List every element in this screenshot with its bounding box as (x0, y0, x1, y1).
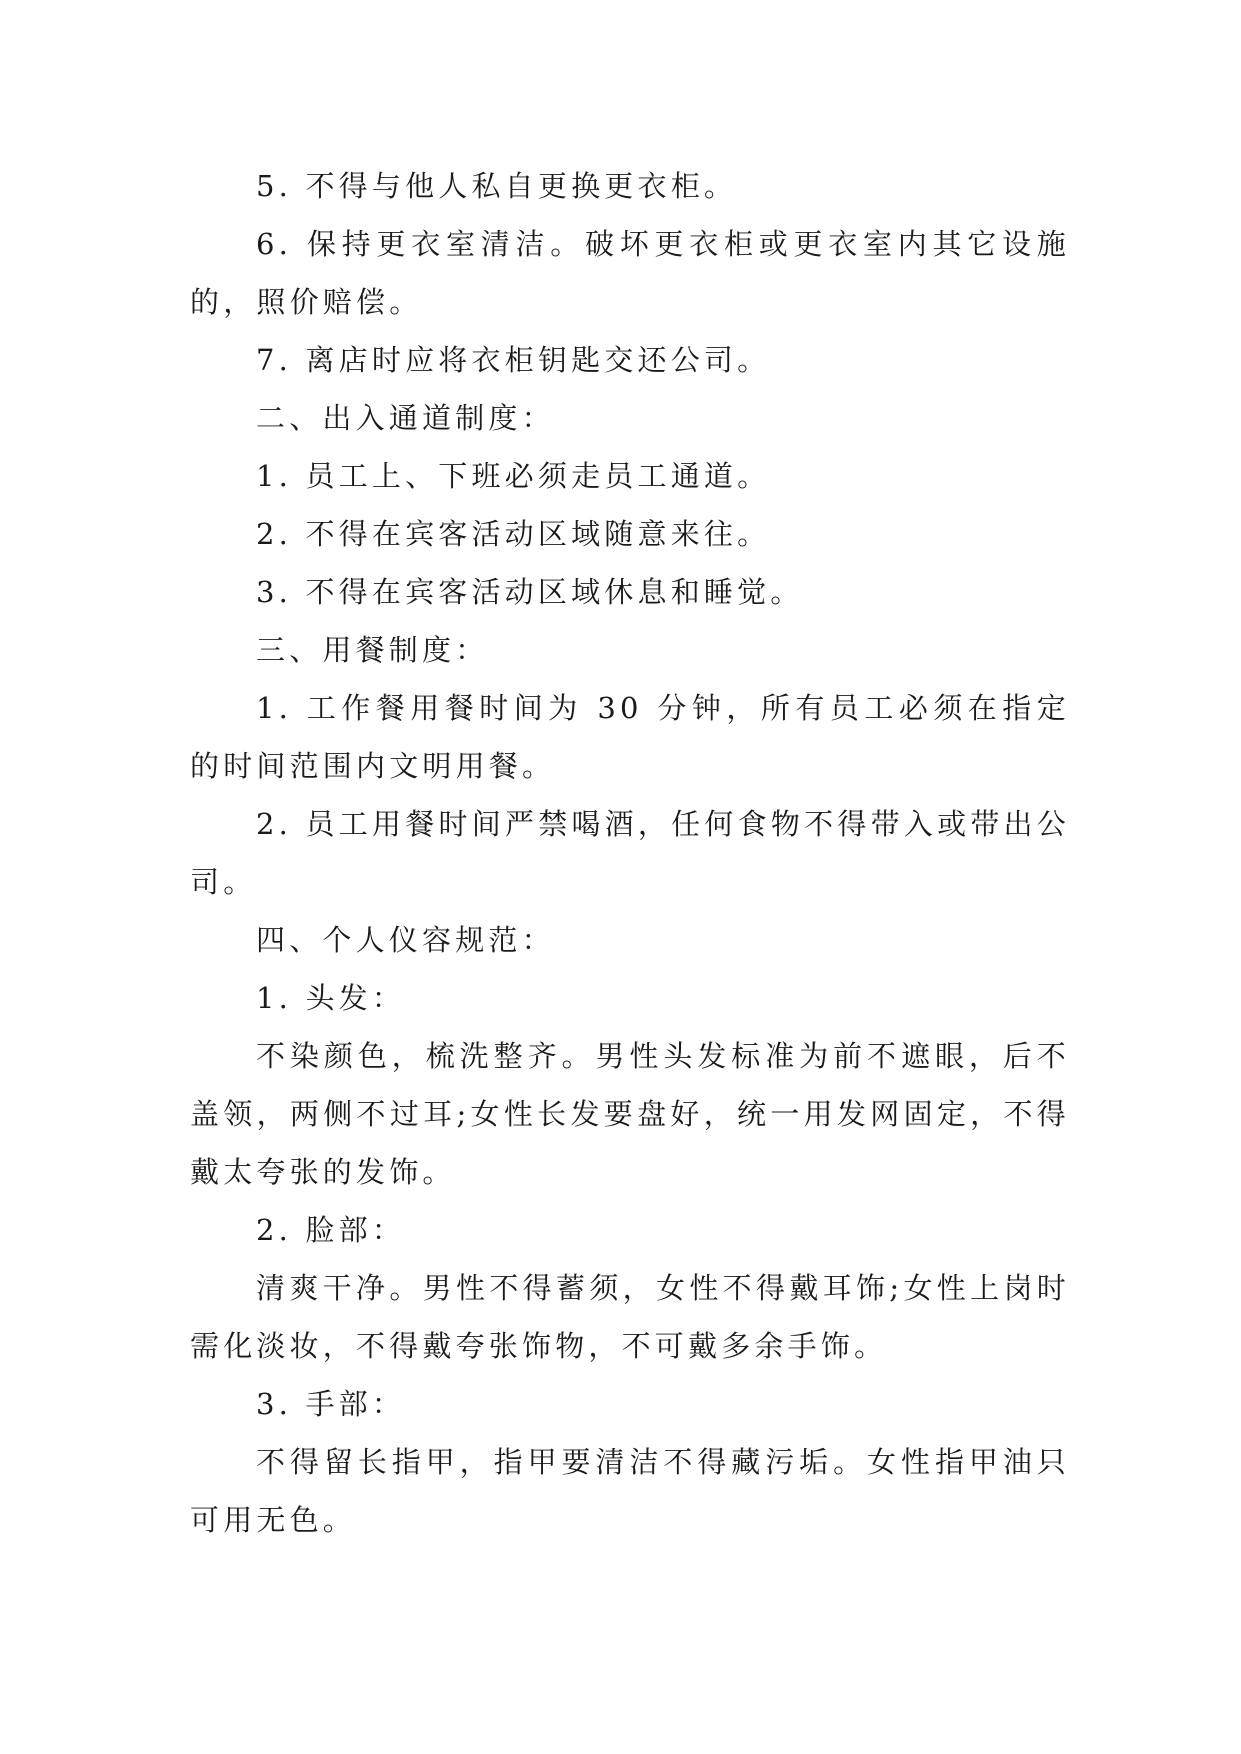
paragraph-passage-2: 2. 不得在宾客活动区域随意来往。 (256, 517, 771, 551)
paragraph-dining-2: 2. 员工用餐时间严禁喝酒，任何食物不得带入或带出公司。 (190, 807, 1070, 899)
paragraph-hands: 不得留长指甲，指甲要清洁不得藏污垢。女性指甲油只可用无色。 (190, 1445, 1070, 1537)
paragraph-locker-5: 5. 不得与他人私自更换更衣柜。 (256, 169, 738, 203)
section-heading-passage: 二、出入通道制度： (256, 401, 555, 435)
subheading-face: 2. 脸部： (256, 1213, 406, 1247)
paragraph-locker-6: 6. 保持更衣室清洁。破坏更衣柜或更衣室内其它设施的，照价赔偿。 (190, 227, 1070, 319)
paragraph-locker-7: 7. 离店时应将衣柜钥匙交还公司。 (256, 343, 771, 377)
paragraph-face: 清爽干净。男性不得蓄须，女性不得戴耳饰;女性上岗时需化淡妆，不得戴夸张饰物，不可戴多余手饰。 (190, 1271, 1070, 1363)
document-body (190, 157, 1070, 1549)
paragraph-passage-1: 1. 员工上、下班必须走员工通道。 (256, 459, 771, 493)
paragraph-hair: 不染颜色，梳洗整齐。男性头发标准为前不遮眼，后不盖领，两侧不过耳;女性长发要盘好，统一用发网固定，不得戴太夸张的发饰。 (190, 1039, 1070, 1189)
section-heading-appearance: 四、个人仪容规范： (256, 923, 555, 957)
subheading-hair: 1. 头发： (256, 981, 406, 1015)
subheading-hands: 3. 手部： (256, 1387, 406, 1421)
section-heading-dining: 三、用餐制度： (256, 633, 489, 667)
paragraph-dining-1: 1. 工作餐用餐时间为 30 分钟，所有员工必须在指定的时间范围内文明用餐。 (190, 691, 1070, 783)
paragraph-passage-3: 3. 不得在宾客活动区域休息和睡觉。 (256, 575, 804, 609)
